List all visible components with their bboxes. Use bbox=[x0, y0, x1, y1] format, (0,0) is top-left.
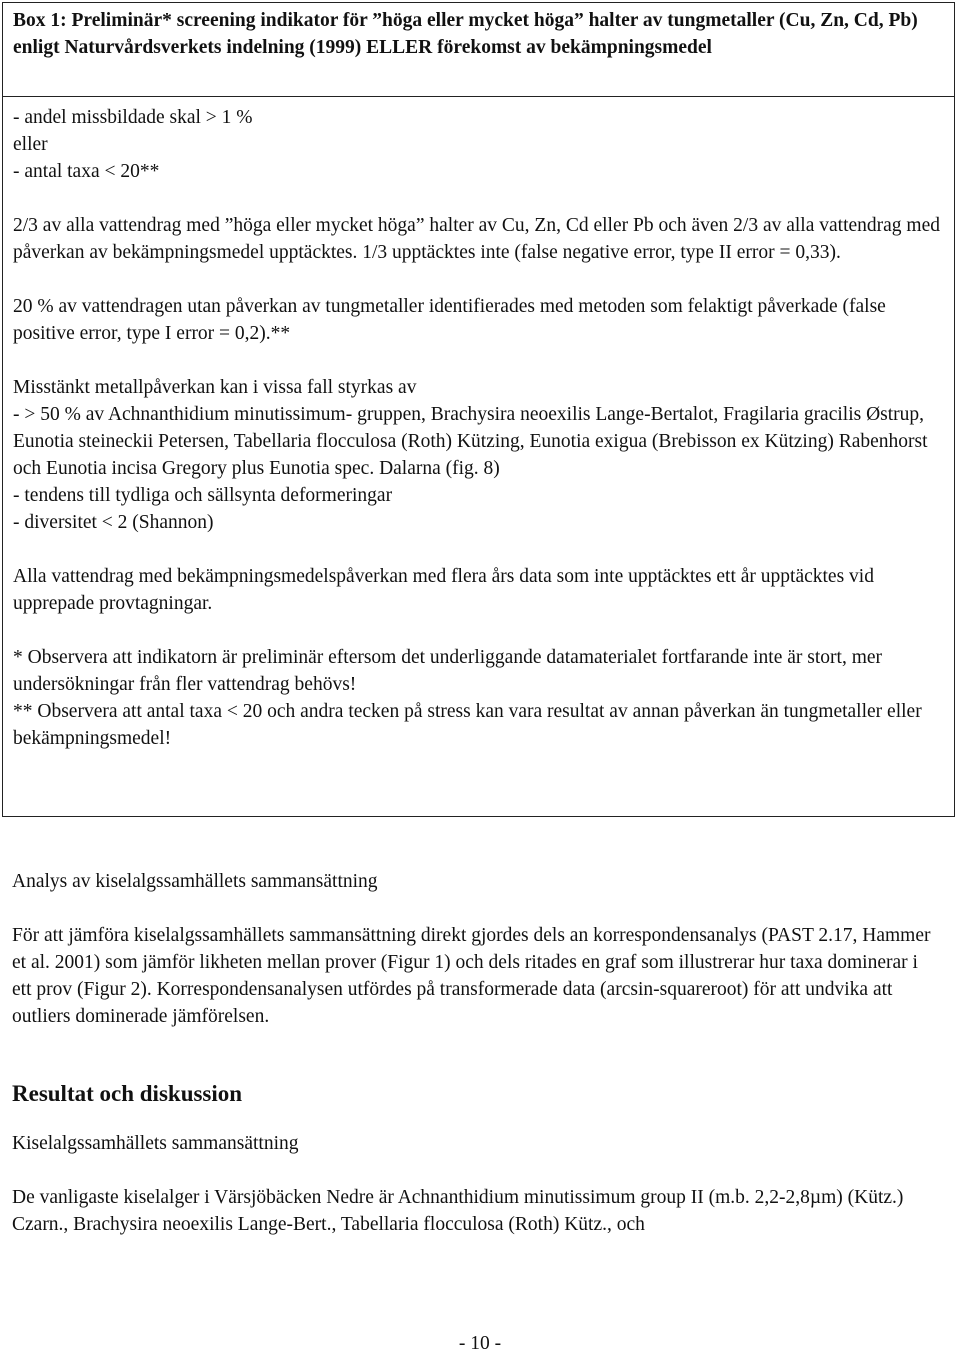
criterion-or: eller bbox=[13, 134, 48, 155]
criterion-2: - antal taxa < 20** bbox=[13, 161, 160, 182]
results-heading: Resultat och diskussion bbox=[12, 1081, 243, 1106]
footnote-1: * Observera att indikatorn är preliminär eftersom det underliggande datamaterialet fortfarande inte är stort, mer undersökningar från fler vattendrag behövs! bbox=[13, 647, 883, 695]
results-subheading: Kiselalgssamhällets sammansättning bbox=[12, 1133, 299, 1154]
pesticide-paragraph: Alla vattendrag med bekämpningsmedelspåverkan med flera års data som inte upptäcktes ett år upptäcktes vid upprepade provtagningar. bbox=[13, 566, 874, 614]
results-section bbox=[12, 1079, 942, 1238]
suspect-species: - > 50 % av Achnanthidium minutissimum- gruppen, Brachysira neoexilis Lange-Bertalot, Fragilaria gracilis Østrup, Eunotia steineckii Petersen, Tabellaria flocculosa (Roth) Kützing, Eunotia exigua (Brebisson ex Kützing) Rabenhorst och Eunotia incisa Gregory plus Eunotia spec. Dalarna (fig. 8) bbox=[13, 404, 928, 479]
results-text: De vanligaste kiselalger i Värsjöbäcken Nedre är Achnanthidium minutissimum group II (m.b. 2,2-2,8µm) (Kütz.) Czarn., Brachysira neoexilis Lange-Bert., Tabellaria flocculosa (Roth) Kütz., och bbox=[12, 1187, 904, 1235]
detection-paragraph: 2/3 av alla vattendrag med ”höga eller mycket höga” halter av Cu, Zn, Cd eller Pb och även 2/3 av alla vattendrag med påverkan av bekämpningsmedel upptäcktes. 1/3 upptäcktes inte (false negative error, type II error = 0,33). bbox=[13, 215, 940, 263]
false-positive-paragraph: 20 % av vattendragen utan påverkan av tungmetaller identifierades med metoden som felaktigt påverkade (false positive error, type I error = 0,2).** bbox=[13, 296, 886, 344]
footnote-2: ** Observera att antal taxa < 20 och andra tecken på stress kan vara resultat av annan påverkan än tungmetaller eller bekämpningsmedel! bbox=[13, 701, 922, 749]
analysis-text: För att jämföra kiselalgssamhällets sammansättning direkt gjordes dels an korrespondensanalys (PAST 2.17, Hammer et al. 2001) som jämför likheten mellan prover (Figur 1) och dels ritades en graf som illustrerar hur taxa dominerar i ett prov (Figur 2). Korrespondensanalysen utfördes på transformerade data (arcsin-squareroot) för att undvika att outliers dominerade jämförelsen. bbox=[12, 925, 931, 1027]
box-body bbox=[3, 97, 954, 752]
suspect-intro: Misstänkt metallpåverkan kan i vissa fall styrkas av bbox=[13, 377, 417, 398]
criterion-1: - andel missbildade skal > 1 % bbox=[13, 107, 253, 128]
indicator-box bbox=[2, 2, 955, 817]
box-title: Box 1: Preliminär* screening indikator för ”höga eller mycket höga” halter av tungmetaller (Cu, Zn, Cd, Pb) enligt Naturvårdsverkets indelning (1999) ELLER förekomst av bekämpningsmedel bbox=[3, 3, 954, 97]
suspect-deformations: - tendens till tydliga och sällsynta deformeringar bbox=[13, 485, 393, 506]
page-number: - 10 - bbox=[458, 1333, 502, 1354]
analysis-section bbox=[12, 868, 942, 1030]
analysis-heading: Analys av kiselalgssamhällets sammansättning bbox=[12, 871, 378, 892]
suspect-diversity: - diversitet < 2 (Shannon) bbox=[13, 512, 214, 533]
